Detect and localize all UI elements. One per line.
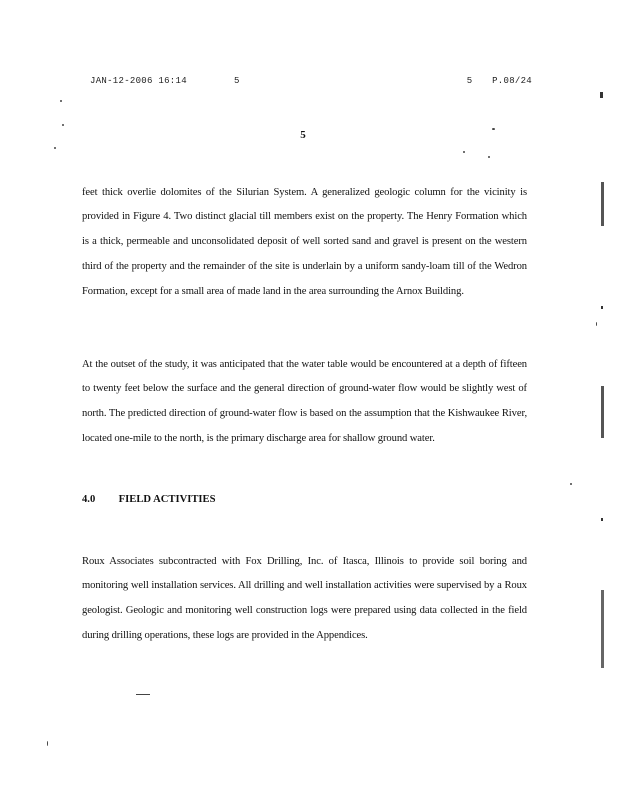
scan-edge-mark <box>600 92 603 98</box>
scan-speck <box>463 151 465 153</box>
scan-speck <box>47 741 48 746</box>
scan-speck <box>570 483 572 485</box>
scan-edge-mark <box>601 386 604 438</box>
section-number: 4.0 <box>82 494 96 505</box>
scan-edge-mark <box>601 590 604 668</box>
section-heading <box>82 494 216 505</box>
fax-sender-mark: 5 <box>234 76 240 86</box>
section-title: FIELD ACTIVITIES <box>118 494 216 505</box>
fax-date-time: JAN-12-2006 16:14 <box>90 76 187 86</box>
scan-speck <box>136 694 150 695</box>
paragraph-water-table: At the outset of the study, it was anticipated that the water table would be encountered at a depth of fifteen to twenty feet below the surface and the general direction of ground-water flow would be slightly west of north. The predicted direction of ground-water flow is based on the assumption that the Kishwaukee River, located one-mile to the north, is the primary discharge area for shallow ground water. <box>82 358 527 444</box>
scan-edge-mark <box>601 182 604 226</box>
paragraph-geology: feet thick overlie dolomites of the Silurian System. A generalized geologic column for the vicinity is provided in Figure 4. Two distinct glacial till members exist on the property. The Henry Formation which is a thick, permeable and unconsolidated deposit of well sorted sand and gravel is present on the western third of the property and the remainder of the site is underlain by a uniform sandy-loam till of the Wedron Formation, except for a small area of made land in the area surrounding the Arnox Building. <box>82 186 527 297</box>
scan-speck <box>488 156 490 158</box>
scan-speck <box>492 128 495 130</box>
fax-page-mark: 5 <box>466 76 473 86</box>
page-number: 5 <box>300 129 306 141</box>
fax-page-count: P.08/24 <box>492 76 532 86</box>
scan-speck <box>54 147 56 149</box>
paragraph-field-activities: Roux Associates subcontracted with Fox Drilling, Inc. of Itasca, Illinois to provide soil boring and monitoring well installation services. All drilling and well installation activities were supervised by a Roux geologist. Geologic and monitoring well construction logs were prepared using data collected in the field during drilling operations, these logs are provided in the Appendices. <box>82 555 527 641</box>
scan-speck <box>596 322 597 326</box>
scan-edge-mark <box>601 518 603 521</box>
scan-edge-mark <box>601 306 603 309</box>
fax-header <box>90 76 532 90</box>
scan-speck <box>62 124 64 126</box>
fax-page-info <box>453 76 532 86</box>
scan-speck <box>60 100 62 102</box>
